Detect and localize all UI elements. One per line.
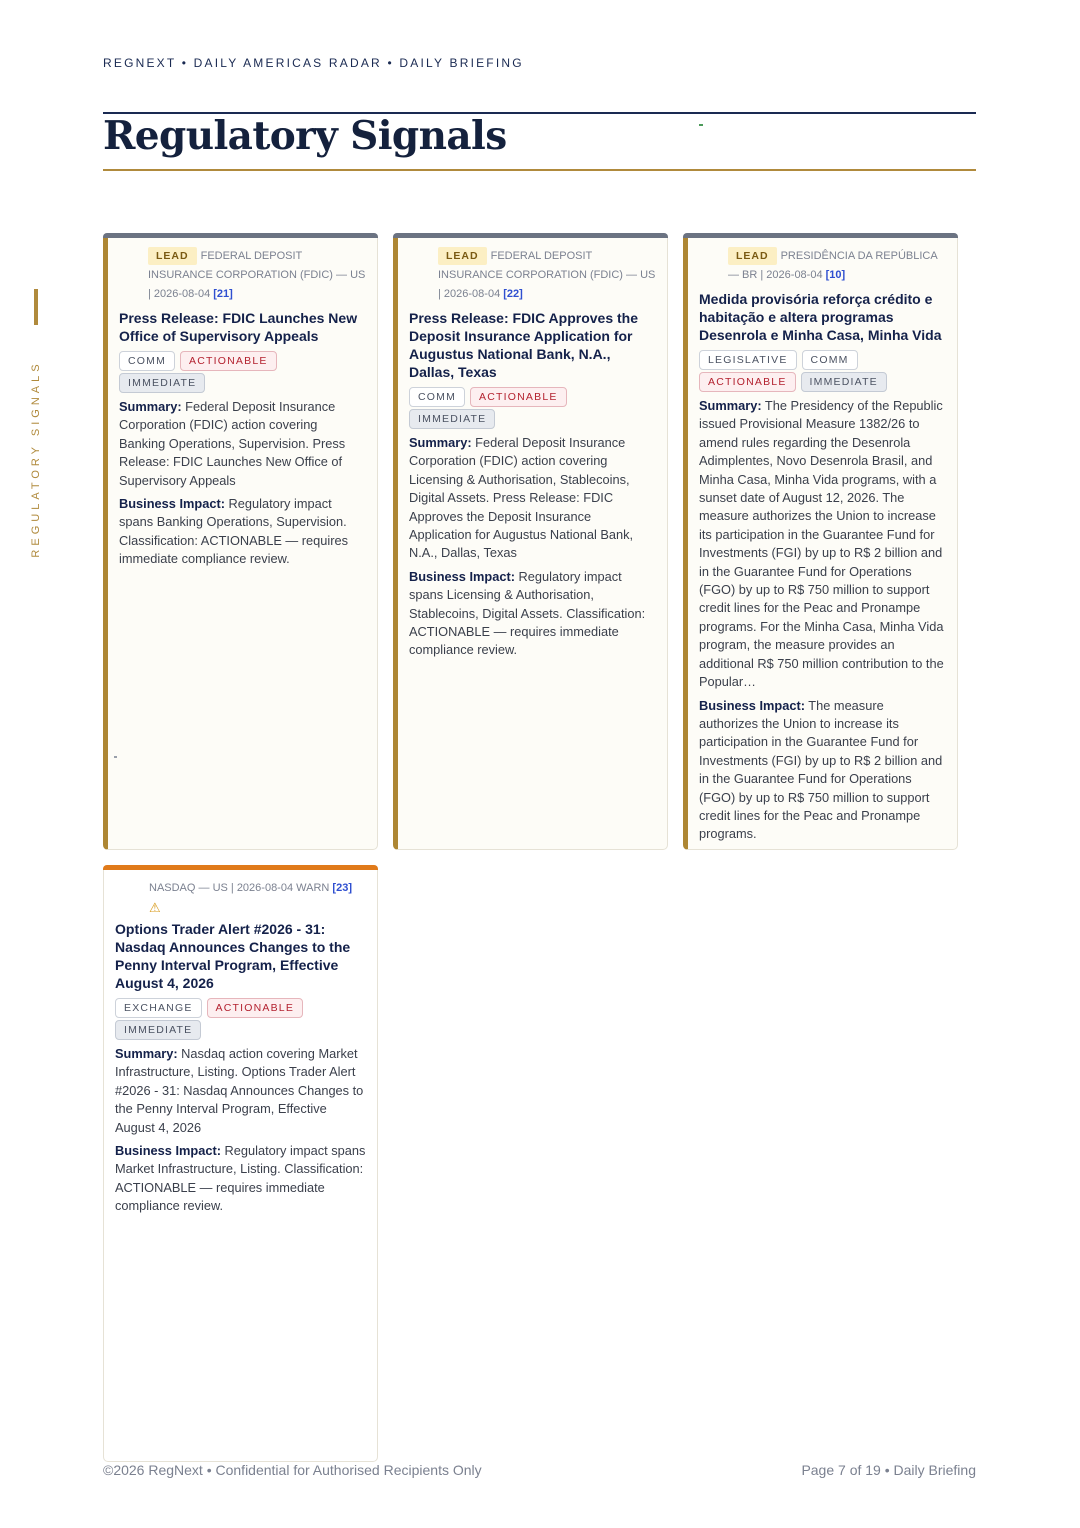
card-summary bbox=[409, 434, 656, 563]
card-impact bbox=[699, 697, 946, 844]
side-section-label: REGULATORY SIGNALS bbox=[30, 360, 42, 558]
signal-card[interactable] bbox=[103, 865, 378, 1462]
tag-chip-actionable: ACTIONABLE bbox=[470, 387, 567, 407]
citation-link[interactable]: [21] bbox=[213, 288, 233, 300]
tag-list bbox=[115, 996, 366, 1040]
signal-card[interactable] bbox=[103, 233, 378, 850]
summary-label: Summary: bbox=[115, 1046, 178, 1061]
summary-text: Federal Deposit Insurance Corporation (FDIC) action covering Licensing & Authorisation, Stablecoins, Digital Assets. Press Release: FDIC Approves the Deposit Insurance Application for Augustus National Bank, N.A., Dallas, Texas bbox=[409, 435, 634, 561]
card-title[interactable]: Press Release: FDIC Approves the Deposit Insurance Application for Augustus National Bank, N.A., Dallas, Texas bbox=[409, 310, 639, 380]
summary-label: Summary: bbox=[699, 398, 762, 413]
citation-link[interactable]: [22] bbox=[503, 288, 523, 300]
impact-label: Business Impact: bbox=[119, 496, 225, 512]
tag-chip: EXCHANGE bbox=[115, 998, 202, 1018]
card-source: NASDAQ — US | 2026-08-04 bbox=[149, 882, 294, 894]
card-source: FEDERAL DEPOSIT INSURANCE CORPORATION (FDIC) — US | 2026-08-04 bbox=[148, 250, 366, 300]
tag-chip-immediate: IMMEDIATE bbox=[801, 372, 887, 392]
tag-chip-actionable: ACTIONABLE bbox=[699, 372, 796, 392]
tag-list bbox=[699, 348, 946, 392]
impact-label: Business Impact: bbox=[699, 697, 805, 713]
citation-link[interactable]: [10] bbox=[825, 269, 846, 281]
tag-chip-actionable: ACTIONABLE bbox=[180, 351, 277, 371]
card-title[interactable]: Press Release: FDIC Launches New Office of Supervisory Appeals bbox=[119, 310, 358, 344]
page-title: Regulatory Signals bbox=[103, 113, 507, 159]
card-top-bar bbox=[683, 233, 958, 238]
tag-chip: COMM bbox=[119, 351, 175, 371]
summary-label: Summary: bbox=[409, 435, 472, 450]
tag-chip: COMM bbox=[802, 350, 858, 370]
tag-chip: COMM bbox=[409, 387, 465, 407]
tag-chip-immediate: IMMEDIATE bbox=[115, 1020, 201, 1040]
tag-list bbox=[409, 385, 656, 429]
card-impact bbox=[409, 568, 656, 660]
tag-list bbox=[119, 349, 366, 393]
page-kicker: REGNEXT • DAILY AMERICAS RADAR • DAILY BRIEFING bbox=[103, 56, 524, 70]
summary-text: Nasdaq action covering Market Infrastructure, Listing. Options Trader Alert #2026 - 31: Nasdaq Announces Changes to the Penny Interval Program, Effective August 4, 2026 bbox=[115, 1046, 364, 1135]
footer-copyright: ©2026 RegNext • Confidential for Authorised Recipients Only bbox=[103, 1462, 482, 1478]
tag-chip-immediate: IMMEDIATE bbox=[409, 409, 495, 429]
impact-text: Regulatory impact spans Banking Operations, Supervision. Classification: ACTIONABLE — requires immediate compliance review. bbox=[119, 496, 349, 567]
card-meta bbox=[115, 879, 366, 898]
tag-chip-actionable: ACTIONABLE bbox=[207, 998, 304, 1018]
card-meta bbox=[699, 247, 946, 285]
warning-icon: ⚠ bbox=[149, 900, 161, 915]
card-source: FEDERAL DEPOSIT INSURANCE CORPORATION (FDIC) — US | 2026-08-04 bbox=[438, 250, 656, 300]
card-summary bbox=[699, 397, 946, 692]
card-summary bbox=[119, 398, 366, 490]
impact-label: Business Impact: bbox=[409, 568, 515, 584]
side-accent-bar bbox=[34, 289, 38, 325]
header-accent-mark bbox=[699, 124, 703, 126]
summary-text: Federal Deposit Insurance Corporation (FDIC) action covering Banking Operations, Supervision. Press Release: FDIC Launches New Office of Supervisory Appeals bbox=[119, 399, 346, 488]
card-top-bar bbox=[103, 233, 378, 238]
card-source: PRESIDÊNCIA DA REPÚBLICA — BR | 2026-08-04 bbox=[728, 250, 938, 281]
card-impact bbox=[115, 1142, 366, 1216]
card-title[interactable]: Options Trader Alert #2026 - 31: Nasdaq Announces Changes to the Penny Interval Program, Effective August 4, 2026 bbox=[115, 921, 351, 991]
card-meta bbox=[409, 247, 656, 304]
lead-badge: LEAD bbox=[438, 247, 487, 265]
card-summary bbox=[115, 1045, 366, 1137]
impact-label: Business Impact: bbox=[115, 1143, 221, 1159]
signal-card[interactable] bbox=[683, 233, 958, 850]
impact-text: Regulatory impact spans Market Infrastructure, Listing. Classification: ACTIONABLE — requires immediate compliance review. bbox=[115, 1143, 366, 1214]
impact-text: Regulatory impact spans Licensing & Authorisation, Stablecoins, Digital Assets. Classification: ACTIONABLE — requires immediate compliance review. bbox=[409, 568, 646, 658]
card-impact bbox=[119, 495, 366, 569]
card-meta bbox=[119, 247, 366, 304]
card-top-bar bbox=[103, 865, 378, 870]
header-rule-bottom bbox=[103, 169, 976, 171]
card-title[interactable]: Medida provisória reforça crédito e habitação e altera programas Desenrola e Minha Casa, Minha Vida bbox=[699, 291, 942, 343]
warn-label: WARN bbox=[296, 882, 330, 894]
lead-badge: LEAD bbox=[148, 247, 197, 265]
footer-page-info: Page 7 of 19 • Daily Briefing bbox=[801, 1462, 976, 1478]
citation-link[interactable]: [23] bbox=[332, 882, 352, 894]
decorative-dot bbox=[114, 756, 117, 758]
lead-badge: LEAD bbox=[728, 247, 777, 265]
card-top-bar bbox=[393, 233, 668, 238]
signal-card[interactable] bbox=[393, 233, 668, 850]
tag-chip: LEGISLATIVE bbox=[699, 350, 797, 370]
summary-text: The Presidency of the Republic issued Provisional Measure 1382/26 to amend rules regarding the Desenrola Adimplentes, Novo Desenrola Brasil, and Minha Casa, Minha Vida programs, with a sunset date of August 12, 2026. The measure authorizes the Union to increase its participation in the Guarantee Fund for Investments (FGI) by up to R$ 2 billion and in the Guarantee Fund for Operations (FGO) by up to R$ 750 million to support credit lines for the Peac and Pronampe programs. For the Minha Casa, Minha Vida program, the measure provides an additional R$ 750 million contribution to the Popular… bbox=[699, 398, 944, 690]
impact-text: The measure authorizes the Union to increase its participation in the Guarantee Fund for Investments (FGI) by up to R$ 2 billion and in the Guarantee Fund for Operations (FGO) by up to R$ 750 million to support credit lines for the Peac and Pronampe programs. bbox=[699, 697, 943, 842]
tag-chip-immediate: IMMEDIATE bbox=[119, 373, 205, 393]
summary-label: Summary: bbox=[119, 399, 182, 414]
